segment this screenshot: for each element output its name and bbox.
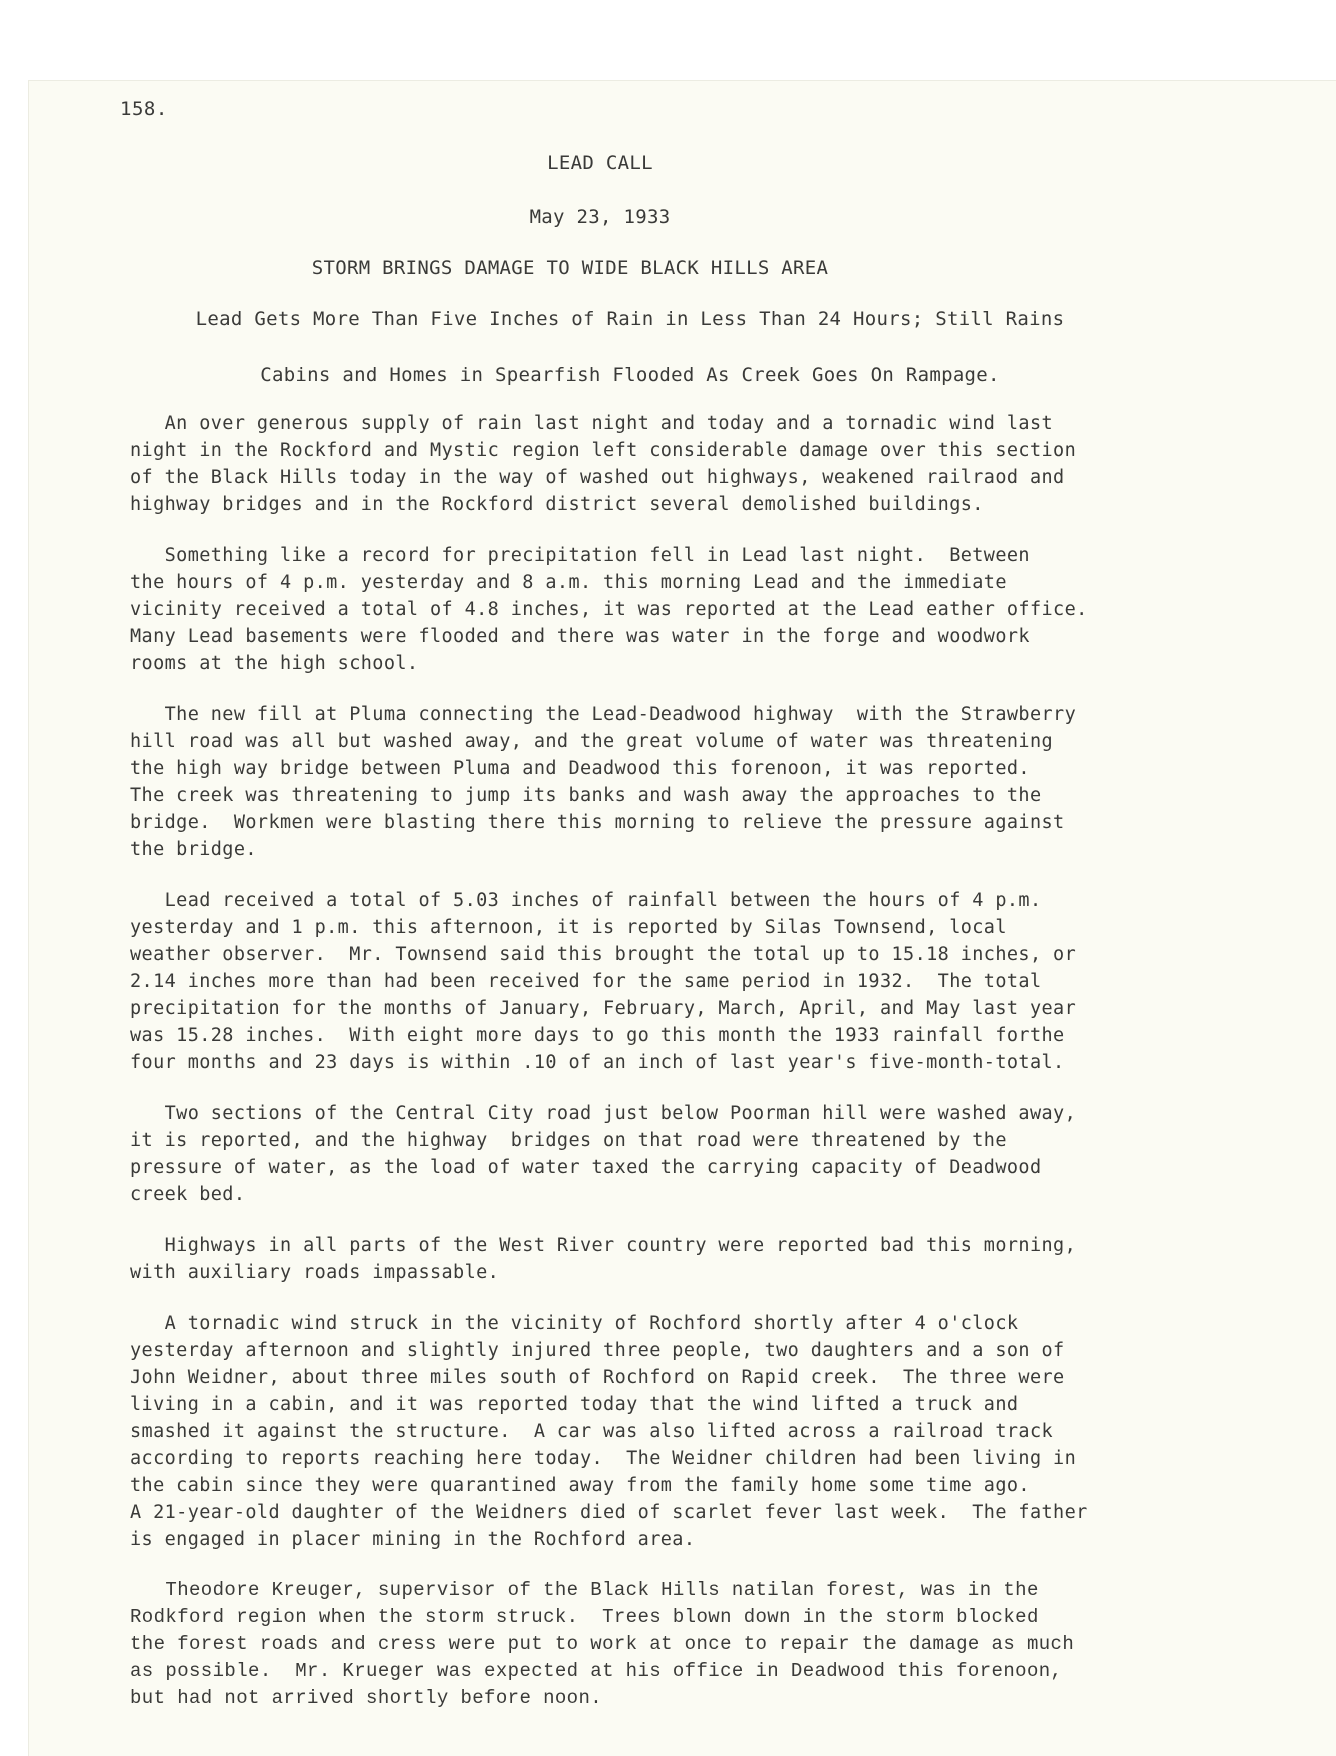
paragraph-line: Highways in all parts of the West River country were reported bad this morning, — [130, 1235, 1077, 1256]
article-paragraph — [130, 542, 1260, 677]
paragraph-line: Something like a record for precipitation fell in Lead last night. Between — [130, 545, 1030, 566]
paragraph-line: precipitation for the months of January, February, March, April, and May last year — [130, 998, 1077, 1019]
paragraph-line: the cabin since they were quarantined away from the family home some time ago. — [130, 1475, 1030, 1496]
paragraph-line: A tornadic wind struck in the vicinity of Rochford shortly after 4 o'clock — [130, 1313, 1019, 1334]
paragraph-line: yesterday and 1 p.m. this afternoon, it is reported by Silas Townsend, local — [130, 917, 1007, 938]
paragraph-line: smashed it against the structure. A car was also lifted across a railroad track — [130, 1421, 1054, 1442]
paragraph-line: night in the Rockford and Mystic region left considerable damage over this section — [130, 440, 1077, 461]
paragraph-line: but had not arrived shortly before noon. — [130, 1687, 603, 1709]
article-paragraph — [130, 410, 1260, 518]
newspaper-name: LEAD CALL — [547, 152, 653, 174]
paragraph-line: hill road was all but washed away, and the great volume of water was threatening — [130, 731, 1054, 752]
paragraph-line: An over generous supply of rain last night and today and a tornadic wind last — [130, 413, 1054, 434]
paragraph-line: according to reports reaching here today. The Weidner children had been living in — [130, 1448, 1077, 1469]
paragraph-line: rooms at the high school. — [130, 653, 419, 674]
article-paragraph — [130, 1577, 1260, 1712]
article-body — [130, 410, 1260, 1736]
paragraph-line: creek bed. — [130, 1184, 246, 1205]
paragraph-line: yesterday afternoon and slightly injured three people, two daughters and a son of — [130, 1340, 1065, 1361]
paragraph-line: bridge. Workmen were blasting there this morning to relieve the pressure against — [130, 812, 1065, 833]
article-paragraph — [130, 701, 1260, 863]
article-date: May 23, 1933 — [529, 206, 671, 228]
paragraph-line: is engaged in placer mining in the Rochford area. — [130, 1529, 696, 1550]
paragraph-line: was 15.28 inches. With eight more days to go this month the 1933 rainfall forthe — [130, 1025, 1065, 1046]
paragraph-line: weather observer. Mr. Townsend said this brought the total up to 15.18 inches, or — [130, 944, 1077, 965]
paragraph-line: Two sections of the Central City road just below Poorman hill were washed away, — [130, 1103, 1077, 1124]
paragraph-line: four months and 23 days is within .10 of an inch of last year's five-month-total. — [130, 1052, 1065, 1073]
paragraph-line: pressure of water, as the load of water taxed the carrying capacity of Deadwood — [130, 1157, 1042, 1178]
article-paragraph — [130, 1310, 1260, 1553]
paragraph-line: as possible. Mr. Krueger was expected at his office in Deadwood this forenoon, — [130, 1660, 1063, 1682]
paragraph-line: Theodore Kreuger, supervisor of the Black Hills natilan forest, was in the — [130, 1579, 1039, 1601]
paragraph-line: the high way bridge between Pluma and Deadwood this forenoon, it was reported. — [130, 758, 1030, 779]
paragraph-line: 2.14 inches more than had been received for the same period in 1932. The total — [130, 971, 1042, 992]
subheadline-1: Lead Gets More Than Five Inches of Rain in Less Than 24 Hours; Still Rains — [195, 308, 1065, 330]
paragraph-line: living in a cabin, and it was reported today that the wind lifted a truck and — [130, 1394, 1019, 1415]
subheadline-2: Cabins and Homes in Spearfish Flooded As Creek Goes On Rampage. — [260, 364, 1000, 386]
article-paragraph — [130, 1232, 1260, 1286]
paragraph-line: the forest roads and cress were put to work at once to repair the damage as much — [130, 1633, 1075, 1655]
paragraph-line: Many Lead basements were flooded and there was water in the forge and woodwork — [130, 626, 1030, 647]
paragraph-line: Lead received a total of 5.03 inches of rainfall between the hours of 4 p.m. — [130, 890, 1042, 911]
paragraph-line: the hours of 4 p.m. yesterday and 8 a.m. this morning Lead and the immediate — [130, 572, 1007, 593]
article-paragraph — [130, 1100, 1260, 1208]
paragraph-line: of the Black Hills today in the way of washed out highways, weakened railraod and — [130, 467, 1065, 488]
paragraph-line: with auxiliary roads impassable. — [130, 1262, 500, 1283]
paragraph-line: Rodkford region when the storm struck. Trees blown down in the storm blocked — [130, 1606, 1039, 1628]
page-number: 158. — [120, 98, 168, 120]
paragraph-line: The creek was threatening to jump its banks and wash away the approaches to the — [130, 785, 1042, 806]
paragraph-line: vicinity received a total of 4.8 inches, it was reported at the Lead eather office. — [130, 599, 1088, 620]
paragraph-line: The new fill at Pluma connecting the Lead-Deadwood highway with the Strawberry — [130, 704, 1077, 725]
paragraph-line: the bridge. — [130, 839, 257, 860]
paragraph-line: A 21-year-old daughter of the Weidners died of scarlet fever last week. The father — [130, 1502, 1088, 1523]
headline: STORM BRINGS DAMAGE TO WIDE BLACK HILLS AREA — [311, 257, 829, 279]
paragraph-line: highway bridges and in the Rockford district several demolished buildings. — [130, 494, 984, 515]
article-paragraph — [130, 887, 1260, 1076]
paragraph-line: it is reported, and the highway bridges on that road were threatened by the — [130, 1130, 1007, 1151]
paragraph-line: John Weidner, about three miles south of Rochford on Rapid creek. The three were — [130, 1367, 1065, 1388]
